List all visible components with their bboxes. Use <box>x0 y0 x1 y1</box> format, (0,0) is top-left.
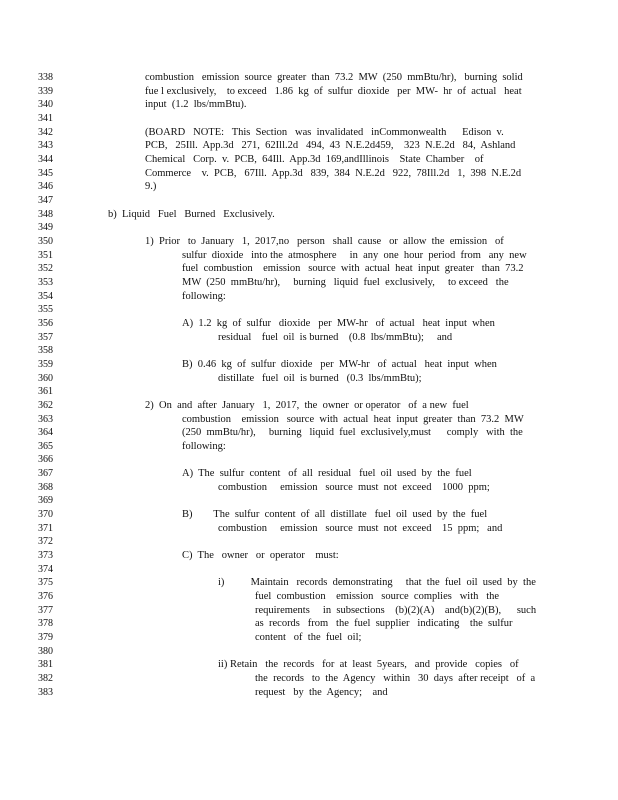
document-line <box>0 617 618 630</box>
line-text: combustion emission source must not exceed 15 ppm; and <box>218 522 503 534</box>
document-line <box>0 453 618 466</box>
line-number: 342 <box>38 126 53 138</box>
line-number: 365 <box>38 440 53 452</box>
document-line <box>0 385 618 398</box>
document-line <box>0 98 618 111</box>
document-line <box>0 631 618 644</box>
line-number: 356 <box>38 317 53 329</box>
line-text: combustion emission source with actual heat input greater than 73.2 MW <box>182 413 524 425</box>
line-text: 1) Prior to January 1, 2017,no person shall cause or allow the emission of <box>145 235 504 247</box>
document-line <box>0 672 618 685</box>
line-number: 340 <box>38 99 53 111</box>
document-line <box>0 208 618 221</box>
line-number: 351 <box>38 249 53 261</box>
line-number: 349 <box>38 222 53 234</box>
line-text: PCB, 25Ill. App.3d 271, 62Ill.2d 494, 43 N.E.2d459, 323 N.E.2d 84, Ashland <box>145 140 516 152</box>
line-number: 377 <box>38 604 53 616</box>
line-text: following: <box>182 440 226 452</box>
document-line <box>0 317 618 330</box>
line-text: as records from the fuel supplier indicating the sulfur <box>255 618 513 630</box>
document-line <box>0 426 618 439</box>
line-number: 357 <box>38 331 53 343</box>
line-text: MW (250 mmBtu/hr), burning liquid fuel exclusively, to exceed the <box>182 276 509 288</box>
line-number: 382 <box>38 673 53 685</box>
document-line <box>0 413 618 426</box>
line-text: fuel combustion emission source with actual heat input greater than 73.2 <box>182 263 524 275</box>
line-number: 339 <box>38 85 53 97</box>
document-line <box>0 590 618 603</box>
line-text: (BOARD NOTE: This Section was invalidated inCommonwealth Edison v. <box>145 126 504 138</box>
line-text: C) The owner or operator must: <box>182 550 339 562</box>
document-line <box>0 112 618 125</box>
line-number: 369 <box>38 495 53 507</box>
line-number: 372 <box>38 536 53 548</box>
line-number: 360 <box>38 372 53 384</box>
document-line <box>0 235 618 248</box>
line-number: 338 <box>38 72 53 83</box>
document-line <box>0 139 618 152</box>
line-number: 361 <box>38 386 53 398</box>
document-line <box>0 658 618 671</box>
line-text: following: <box>182 290 226 302</box>
document-line <box>0 440 618 453</box>
line-number: 355 <box>38 304 53 316</box>
document-line <box>0 535 618 548</box>
line-number: 367 <box>38 468 53 480</box>
document-line <box>0 494 618 507</box>
line-number: 347 <box>38 194 53 206</box>
line-text: ii) Retain the records for at least 5years, and provide copies of <box>218 659 519 671</box>
line-number: 375 <box>38 577 53 589</box>
line-text: B) The sulfur content of all distillate fuel oil used by the fuel <box>182 509 488 521</box>
document-line <box>0 126 618 139</box>
document-line <box>0 167 618 180</box>
line-number: 368 <box>38 481 53 493</box>
document-line <box>0 645 618 658</box>
line-text: (250 mmBtu/hr), burning liquid fuel exclusively,must comply with the <box>182 427 523 439</box>
line-number: 381 <box>38 659 53 671</box>
line-text: sulfur dioxide into the atmosphere in any one hour period from any new <box>182 249 527 261</box>
document-line <box>0 358 618 371</box>
document-line <box>0 522 618 535</box>
line-number: 344 <box>38 153 53 165</box>
line-text: fuel combustion emission source complies with the <box>255 591 500 603</box>
line-text: content of the fuel oil; <box>255 632 362 644</box>
line-text: the records to the Agency within 30 days after receipt of a <box>255 673 536 685</box>
document-line <box>0 399 618 412</box>
document-line <box>0 71 618 84</box>
line-text: i) Maintain records demonstrating that the fuel oil used by the <box>218 577 536 589</box>
line-number: 353 <box>38 276 53 288</box>
line-text: distillate fuel oil is burned (0.3 lbs/mmBtu); <box>218 372 422 384</box>
line-text: requirements in subsections (b)(2)(A) and(b)(2)(B), such <box>255 604 537 616</box>
document-line <box>0 290 618 303</box>
document-line <box>0 153 618 166</box>
line-text: 2) On and after January 1, 2017, the owner or operator of a new fuel <box>145 399 469 411</box>
document-line <box>0 508 618 521</box>
line-number: 350 <box>38 235 53 247</box>
document-line <box>0 481 618 494</box>
line-number: 374 <box>38 563 53 575</box>
line-number: 359 <box>38 358 53 370</box>
line-number: 343 <box>38 140 53 152</box>
document-line <box>0 276 618 289</box>
line-number: 383 <box>38 686 53 698</box>
line-number: 376 <box>38 591 53 603</box>
line-number: 364 <box>38 427 53 439</box>
document-line <box>0 249 618 262</box>
document-line <box>0 331 618 344</box>
line-number: 380 <box>38 645 53 657</box>
line-text: combustion emission source greater than 73.2 MW (250 mmBtu/hr), burning solid <box>145 72 523 83</box>
line-text: A) 1.2 kg of sulfur dioxide per MW-hr of actual heat input when <box>182 317 495 329</box>
line-number: 341 <box>38 112 53 124</box>
line-number: 348 <box>38 208 53 220</box>
line-number: 354 <box>38 290 53 302</box>
line-text: residual fuel oil is burned (0.8 lbs/mmBtu); and <box>218 331 453 343</box>
line-number: 378 <box>38 618 53 630</box>
document-line <box>0 194 618 207</box>
document-line <box>0 576 618 589</box>
document-line <box>0 549 618 562</box>
line-number: 352 <box>38 263 53 275</box>
document-line <box>0 262 618 275</box>
line-text: A) The sulfur content of all residual fuel oil used by the fuel <box>182 468 472 480</box>
line-number: 346 <box>38 181 53 193</box>
line-number: 345 <box>38 167 53 179</box>
line-text: B) 0.46 kg of sulfur dioxide per MW-hr of actual heat input when <box>182 358 497 370</box>
line-text: 9.) <box>145 181 157 193</box>
document-line <box>0 180 618 193</box>
line-text: Commerce v. PCB, 67Ill. App.3d 839, 384 N.E.2d 922, 78Ill.2d 1, 398 N.E.2d <box>145 167 522 179</box>
line-number: 363 <box>38 413 53 425</box>
line-number: 362 <box>38 399 53 411</box>
line-text: input (1.2 lbs/mmBtu). <box>145 99 247 111</box>
line-number: 358 <box>38 345 53 357</box>
document-line <box>0 686 618 699</box>
line-number: 366 <box>38 454 53 466</box>
document-line <box>0 604 618 617</box>
document-line <box>0 372 618 385</box>
document-line <box>0 344 618 357</box>
document-line <box>0 563 618 576</box>
line-text: combustion emission source must not exceed 1000 ppm; <box>218 481 490 493</box>
document-line <box>0 303 618 316</box>
line-number: 379 <box>38 632 53 644</box>
line-number: 373 <box>38 550 53 562</box>
line-text: request by the Agency; and <box>255 686 388 698</box>
line-text: fue l exclusively, to exceed 1.86 kg of sulfur dioxide per MW- hr of actual heat <box>145 85 522 97</box>
document-line <box>0 467 618 480</box>
document-line <box>0 85 618 98</box>
line-number: 370 <box>38 509 53 521</box>
line-text: Chemical Corp. v. PCB, 64Ill. App.3d 169,andIllinois State Chamber of <box>145 153 484 165</box>
line-number: 371 <box>38 522 53 534</box>
document-line <box>0 221 618 234</box>
line-text: b) Liquid Fuel Burned Exclusively. <box>108 208 275 220</box>
